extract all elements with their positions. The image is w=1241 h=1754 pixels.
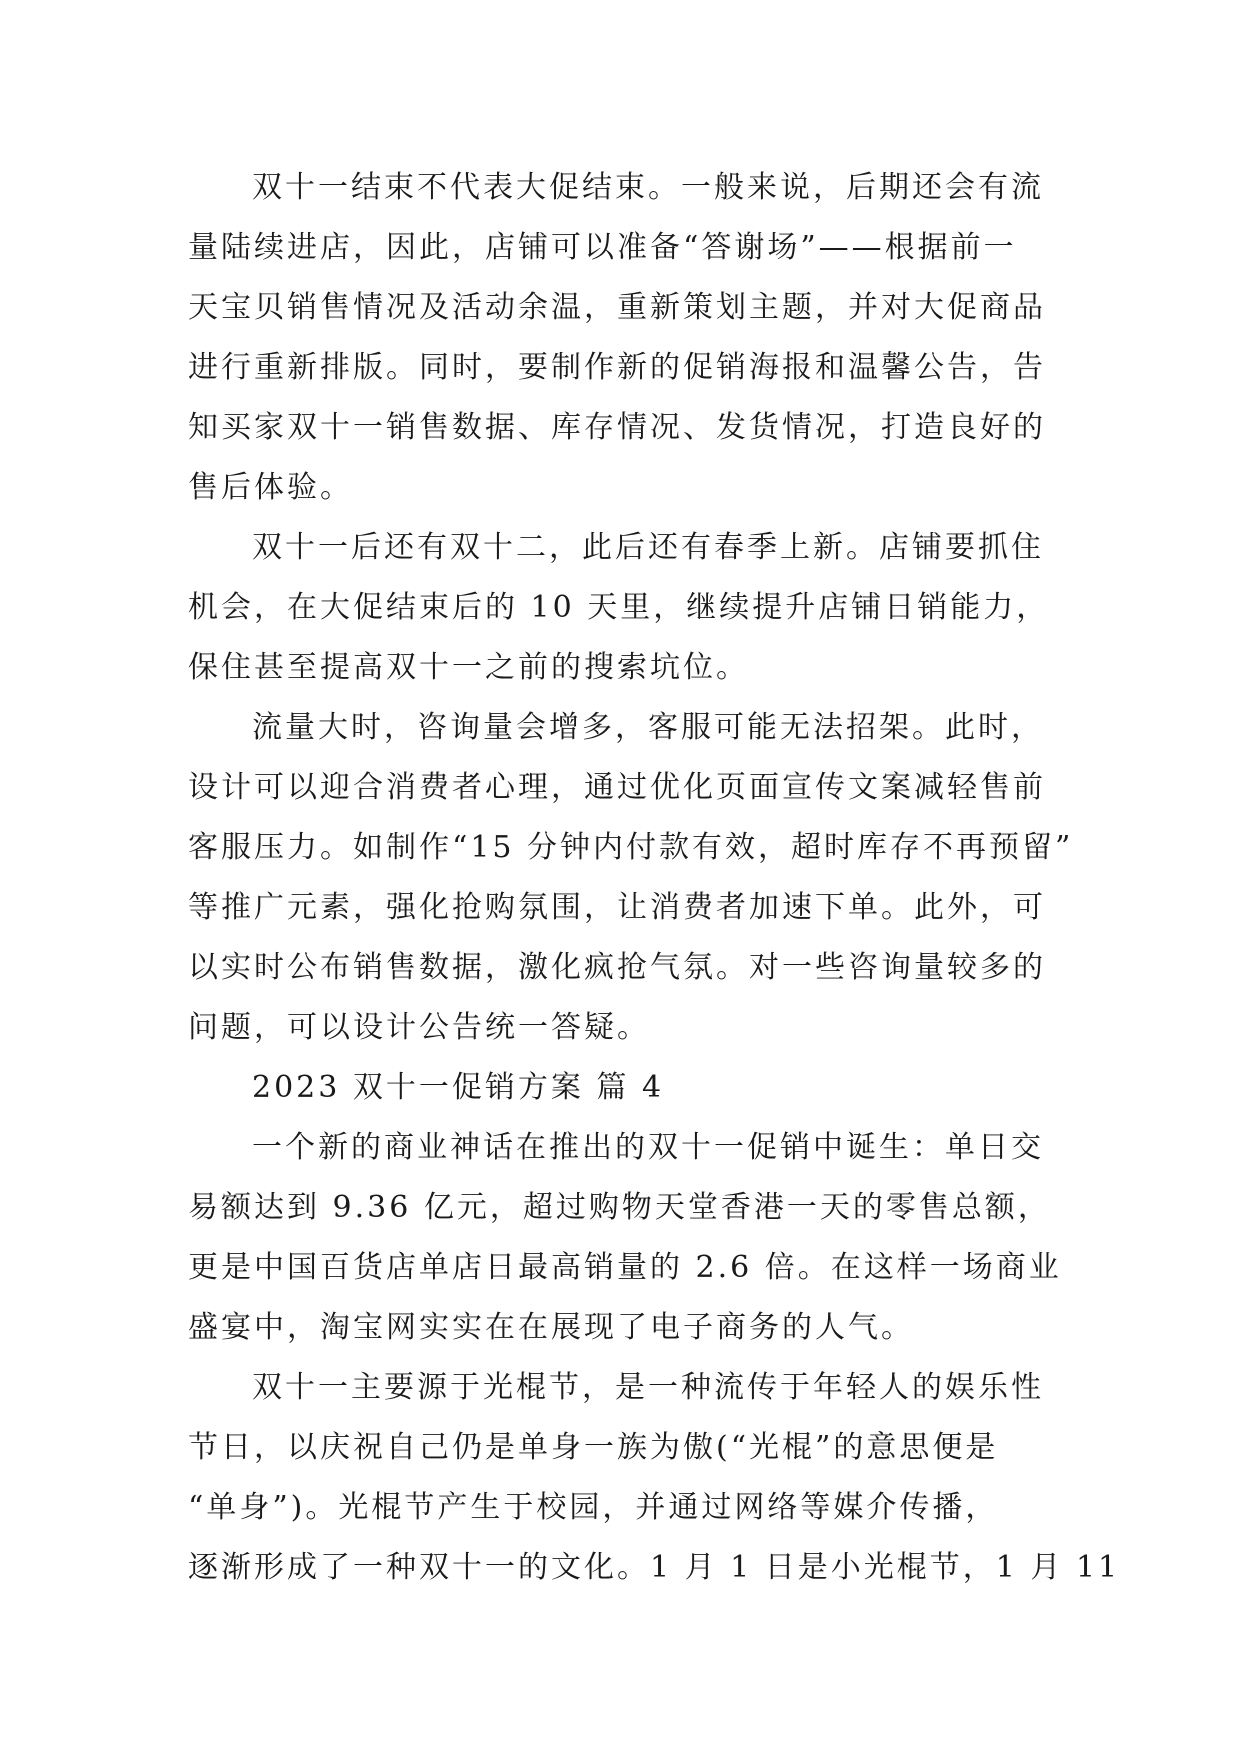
- paragraph-line: 以实时公布销售数据，激化疯抢气氛。对一些咨询量较多的: [188, 950, 1046, 985]
- paragraph-line: 进行重新排版。同时，要制作新的促销海报和温馨公告，告: [188, 350, 1046, 385]
- paragraph-line: “单身”)。光棍节产生于校园，并通过网络等媒介传播，: [188, 1490, 999, 1525]
- paragraph-line: 易额达到 9.36 亿元，超过购物天堂香港一天的零售总额，: [188, 1190, 1051, 1225]
- paragraph-line: 客服压力。如制作“15 分钟内付款有效，超时库存不再预留”: [188, 830, 1074, 865]
- paragraph-line: 双十一结束不代表大促结束。一般来说，后期还会有流: [252, 170, 1044, 205]
- paragraph-line: 逐渐形成了一种双十一的文化。1 月 1 日是小光棍节，1 月 11: [188, 1550, 1121, 1585]
- paragraph-line: 节日，以庆祝自己仍是单身一族为傲(“光棍”的意思便是: [188, 1430, 999, 1465]
- paragraph-line: 流量大时，咨询量会增多，客服可能无法招架。此时，: [252, 710, 1044, 745]
- paragraph-line: 机会，在大促结束后的 10 天里，继续提升店铺日销能力，: [188, 590, 1050, 625]
- paragraph-line: 天宝贝销售情况及活动余温，重新策划主题，并对大促商品: [188, 290, 1046, 325]
- paragraph-line: 一个新的商业神话在推出的双十一促销中诞生：单日交: [252, 1130, 1044, 1165]
- paragraph-line: 设计可以迎合消费者心理，通过优化页面宣传文案减轻售前: [188, 770, 1046, 805]
- paragraph-line: 知买家双十一销售数据、库存情况、发货情况，打造良好的: [188, 410, 1046, 445]
- paragraph-line: 售后体验。: [188, 470, 353, 505]
- paragraph-line: 双十一主要源于光棍节，是一种流传于年轻人的娱乐性: [252, 1370, 1044, 1405]
- paragraph-line: 量陆续进店，因此，店铺可以准备“答谢场”——根据前一: [188, 230, 1017, 265]
- paragraph-line: 保住甚至提高双十一之前的搜索坑位。: [188, 650, 749, 685]
- paragraph-line: 等推广元素，强化抢购氛围，让消费者加速下单。此外，可: [188, 890, 1046, 925]
- paragraph-line: 盛宴中，淘宝网实实在在展现了电子商务的人气。: [188, 1310, 914, 1345]
- paragraph-line: 双十一后还有双十二，此后还有春季上新。店铺要抓住: [252, 530, 1044, 565]
- paragraph-line: 问题，可以设计公告统一答疑。: [188, 1010, 650, 1045]
- section-heading: 2023 双十一促销方案 篇 4: [252, 1070, 665, 1105]
- paragraph-line: 更是中国百货店单店日最高销量的 2.6 倍。在这样一场商业: [188, 1250, 1062, 1285]
- body-text: [188, 158, 1121, 1598]
